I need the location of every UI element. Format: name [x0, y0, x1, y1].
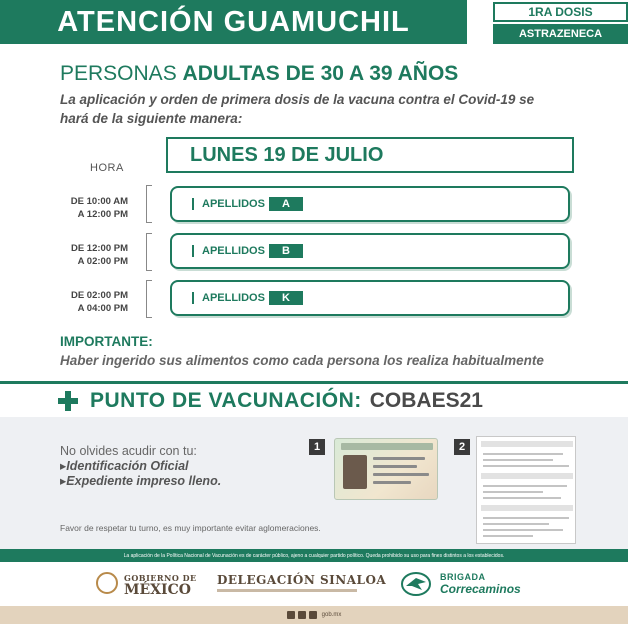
intro-description: La aplicación y orden de primera dosis de la vacuna contra el Covid-19 se hará de la siguiente manera: — [60, 92, 535, 126]
form-row — [483, 491, 543, 493]
audience-title-light: PERSONAS — [60, 62, 177, 85]
brigade-name: Correcaminos — [440, 582, 521, 596]
slot-time — [58, 195, 128, 221]
header — [0, 0, 628, 46]
form-row — [483, 535, 533, 537]
header-title-banner — [0, 0, 467, 44]
form-row — [483, 523, 549, 525]
slot-bracket — [146, 280, 152, 318]
id-card-photo — [343, 455, 367, 489]
day-banner — [166, 137, 574, 173]
id-card-header — [341, 443, 433, 450]
slot-letter: A — [269, 197, 303, 211]
id-card-line — [373, 465, 417, 468]
slot-time-to: A 12:00 PM — [77, 209, 128, 220]
slot-letter: K — [269, 291, 303, 305]
hora-label: HORA — [90, 162, 124, 174]
slot-time — [58, 242, 128, 268]
website-link[interactable]: gob.mx — [321, 612, 342, 618]
delegation-subline — [217, 589, 357, 592]
slot-letter: B — [269, 244, 303, 258]
legal-strip — [0, 549, 628, 562]
requirement-item: ▸Expediente impreso lleno. — [60, 474, 222, 488]
youtube-icon[interactable] — [309, 611, 317, 619]
form-row — [483, 459, 553, 461]
dose-label: 1RA DOSIS — [528, 5, 593, 19]
plus-icon — [58, 391, 78, 411]
form-band — [481, 473, 573, 479]
twitter-icon[interactable] — [298, 611, 306, 619]
requirements-intro: No olvides acudir con tu: — [60, 444, 197, 458]
form-band — [481, 505, 573, 511]
vaccination-point-label: PUNTO DE VACUNACIÓN: — [90, 388, 362, 412]
slot-label: APELLIDOS — [202, 245, 265, 257]
form-row — [483, 453, 563, 455]
vaccine-badge — [493, 24, 628, 44]
vaccination-point-name: COBAES21 — [369, 388, 483, 412]
audience-title — [60, 62, 458, 86]
mexico-emblem-icon — [96, 572, 118, 594]
slot-time-from: DE 12:00 PM — [70, 243, 128, 254]
slot-separator — [192, 245, 194, 257]
form-row — [483, 497, 561, 499]
slot-bracket — [146, 233, 152, 271]
slot-separator — [192, 198, 194, 210]
gob-logo-small: GOBIERNO DE — [124, 573, 197, 583]
important-text: Haber ingerido sus alimentos como cada persona los realiza habitualmente — [60, 353, 544, 368]
requirement-item: ▸Identificación Oficial — [60, 459, 189, 473]
vaccination-point-bar — [0, 381, 628, 417]
slot-row — [170, 233, 570, 269]
slot-time-from: DE 10:00 AM — [70, 196, 128, 207]
audience-title-bold: ADULTAS DE 30 A 39 AÑOS — [182, 62, 459, 85]
social-bar — [0, 606, 628, 624]
id-card-line — [373, 457, 425, 460]
number-badge: 1 — [309, 439, 325, 455]
vaccine-label: ASTRAZENECA — [518, 28, 603, 40]
id-card-line — [373, 481, 411, 484]
slot-row — [170, 280, 570, 316]
day-label: LUNES 19 DE JULIO — [190, 143, 384, 166]
id-card-line — [373, 473, 429, 476]
dose-badge — [493, 2, 628, 22]
form-band — [481, 441, 573, 447]
form-row — [483, 485, 567, 487]
slot-time-to: A 04:00 PM — [77, 303, 128, 314]
gob-logo-big: MÉXICO — [124, 582, 191, 598]
slot-time — [58, 289, 128, 315]
number-badge: 2 — [454, 439, 470, 455]
slot-time-from: DE 02:00 PM — [70, 290, 128, 301]
slot-separator — [192, 292, 194, 304]
slot-bracket — [146, 185, 152, 223]
slot-label: APELLIDOS — [202, 292, 265, 304]
slot-row — [170, 186, 570, 222]
important-title: IMPORTANTE: — [60, 334, 153, 349]
form-row — [483, 465, 569, 467]
header-title: ATENCIÓN GUAMUCHIL — [57, 5, 410, 38]
slot-label: APELLIDOS — [202, 198, 265, 210]
facebook-icon[interactable] — [287, 611, 295, 619]
brigade-label: BRIGADA — [440, 572, 486, 582]
form-row — [483, 517, 569, 519]
roadrunner-icon — [400, 570, 432, 598]
legal-strip-text: La aplicación de la Política Nacional de Vacunación es de carácter público, ajeno a cualquier partido político. Queda prohibido su uso para fines distintos a los establecidos. — [123, 552, 505, 559]
delegation-name: DELEGACIÓN SINALOA — [217, 573, 387, 587]
slot-time-to: A 02:00 PM — [77, 256, 128, 267]
requirements-footnote: Favor de respetar tu turno, es muy importante evitar aglomeraciones. — [60, 523, 321, 533]
form-document-image — [476, 436, 576, 544]
form-row — [483, 529, 563, 531]
id-card-image — [334, 438, 438, 500]
